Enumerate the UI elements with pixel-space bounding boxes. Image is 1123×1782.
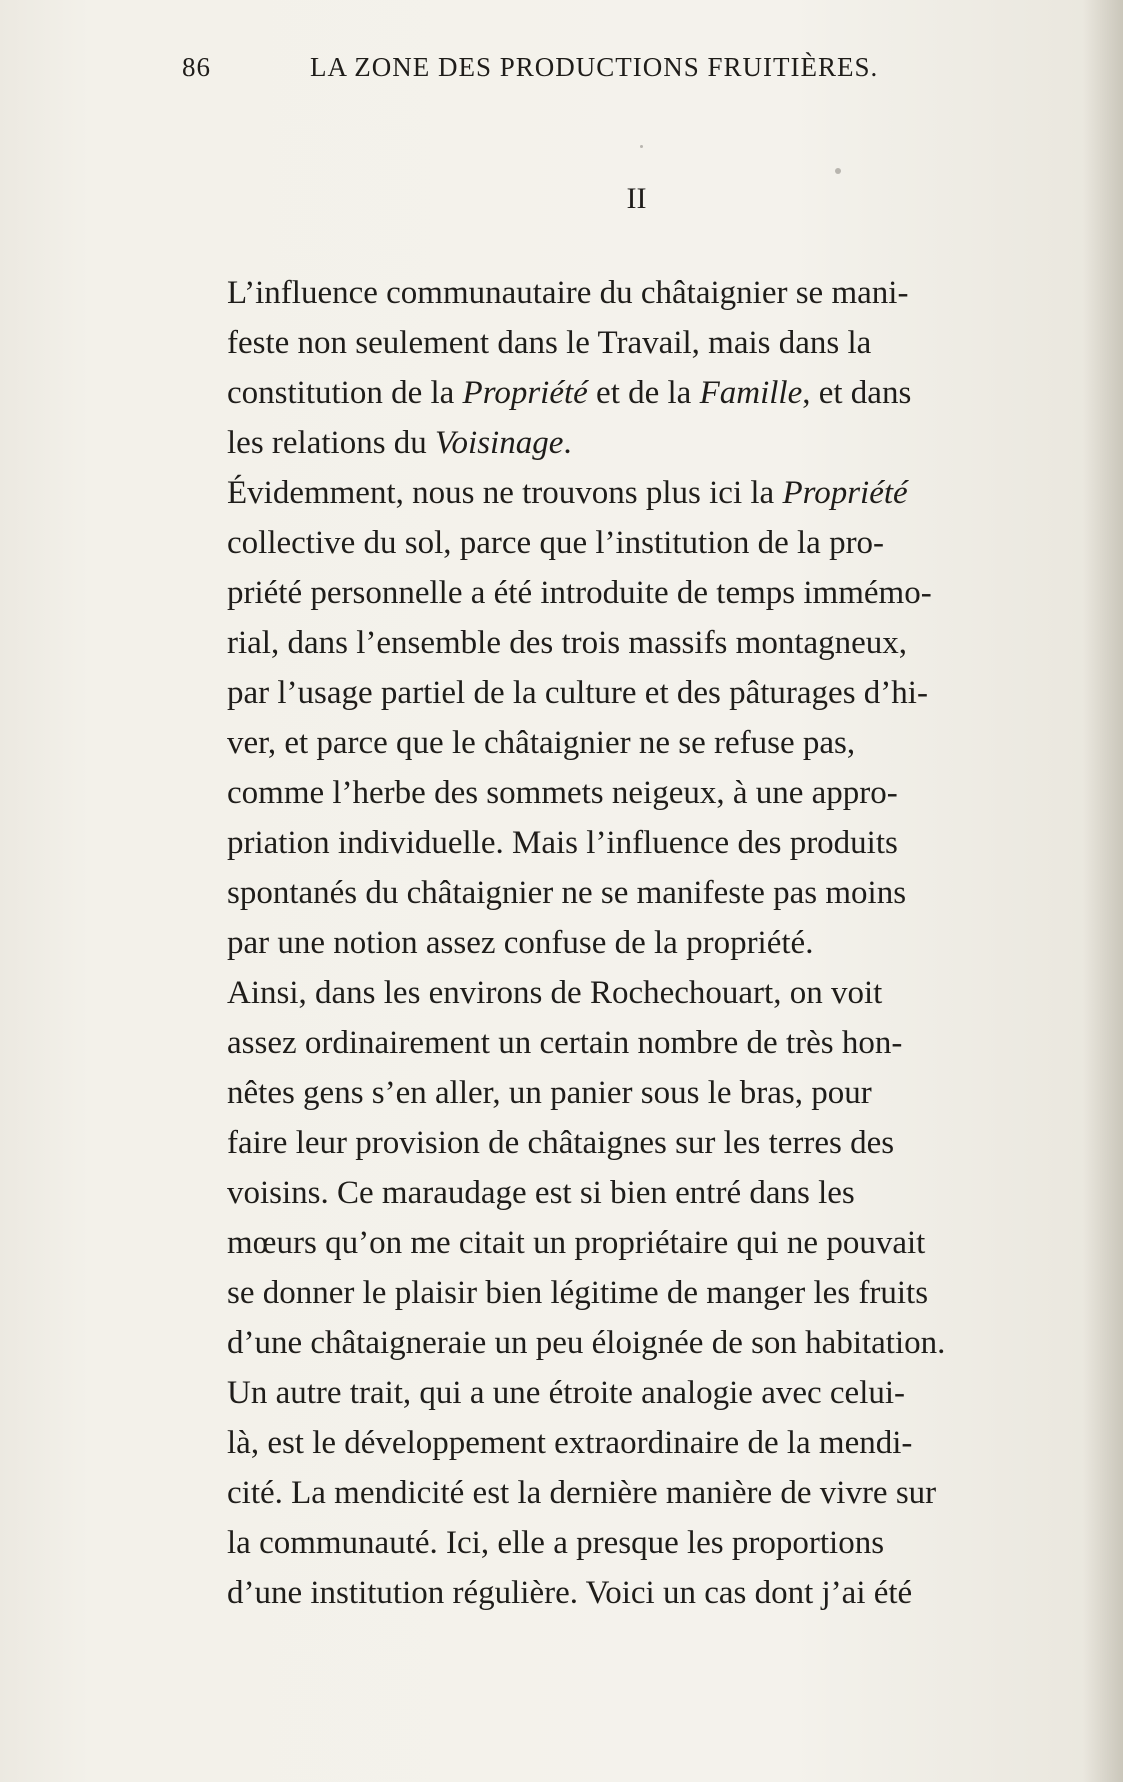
italic-term: Propriété (782, 475, 908, 511)
text-line: d’une institution régulière. Voici un cas dont j’ai été (227, 1575, 913, 1611)
text-line: priété personnelle a été introduite de temps immémo- (227, 575, 932, 611)
section-number: II (626, 182, 647, 215)
page-number: 86 (182, 52, 211, 82)
dust-speck (835, 168, 841, 174)
body-text (175, 268, 1075, 1618)
text-line: Évidemment, nous ne trouvons plus ici la Propriété (227, 475, 908, 511)
italic-term: Famille (699, 375, 803, 411)
text-line: se donner le plaisir bien légitime de manger les fruits (227, 1275, 929, 1311)
text-line: faire leur provision de châtaignes sur les terres des (227, 1125, 895, 1161)
text-line: spontanés du châtaignier ne se manifeste pas moins (227, 875, 907, 911)
dust-speck (640, 145, 643, 148)
text-line: cité. La mendicité est la dernière manière de vivre sur (227, 1475, 937, 1511)
text-line: là, est le développement extraordinaire de la mendi- (227, 1425, 913, 1461)
text-line: par une notion assez confuse de la propriété. (227, 925, 814, 961)
text-line: Ainsi, dans les environs de Rochechouart, on voit (227, 975, 883, 1011)
paragraph-2 (175, 468, 1075, 968)
text-line: constitution de la Propriété et de la Famille, et dans (227, 375, 912, 411)
text-line: nêtes gens s’en aller, un panier sous le bras, pour (227, 1075, 872, 1111)
text-line: ver, et parce que le châtaignier ne se refuse pas, (227, 725, 856, 761)
paragraph-3 (175, 968, 1075, 1618)
page-edge-shadow (1083, 0, 1123, 1782)
text-line: d’une châtaigneraie un peu éloignée de son habitation. (227, 1325, 946, 1361)
italic-term: Propriété (462, 375, 588, 411)
running-title: LA ZONE DES PRODUCTIONS FRUITIÈRES. (310, 52, 879, 82)
text-line: la communauté. Ici, elle a presque les proportions (227, 1525, 885, 1561)
text-line: L’influence communautaire du châtaignier se mani- (227, 275, 909, 311)
text-line: assez ordinairement un certain nombre de très hon- (227, 1025, 903, 1061)
text-line: mœurs qu’on me citait un propriétaire qui ne pouvait (227, 1225, 926, 1261)
text-line: collective du sol, parce que l’institution de la pro- (227, 525, 885, 561)
text-line: priation individuelle. Mais l’influence des produits (227, 825, 898, 861)
italic-term: Voisinage (435, 425, 564, 461)
paragraph-1 (175, 268, 1075, 468)
text-line: feste non seulement dans le Travail, mais dans la (227, 325, 872, 361)
text-line: par l’usage partiel de la culture et des pâturages d’hi- (227, 675, 928, 711)
text-line: rial, dans l’ensemble des trois massifs montagneux, (227, 625, 908, 661)
text-line: comme l’herbe des sommets neigeux, à une appro- (227, 775, 898, 811)
text-line: Un autre trait, qui a une étroite analogie avec celui- (227, 1375, 906, 1411)
text-line: les relations du Voisinage. (227, 425, 572, 461)
text-line: voisins. Ce maraudage est si bien entré dans les (227, 1175, 855, 1211)
page-header (182, 52, 992, 92)
